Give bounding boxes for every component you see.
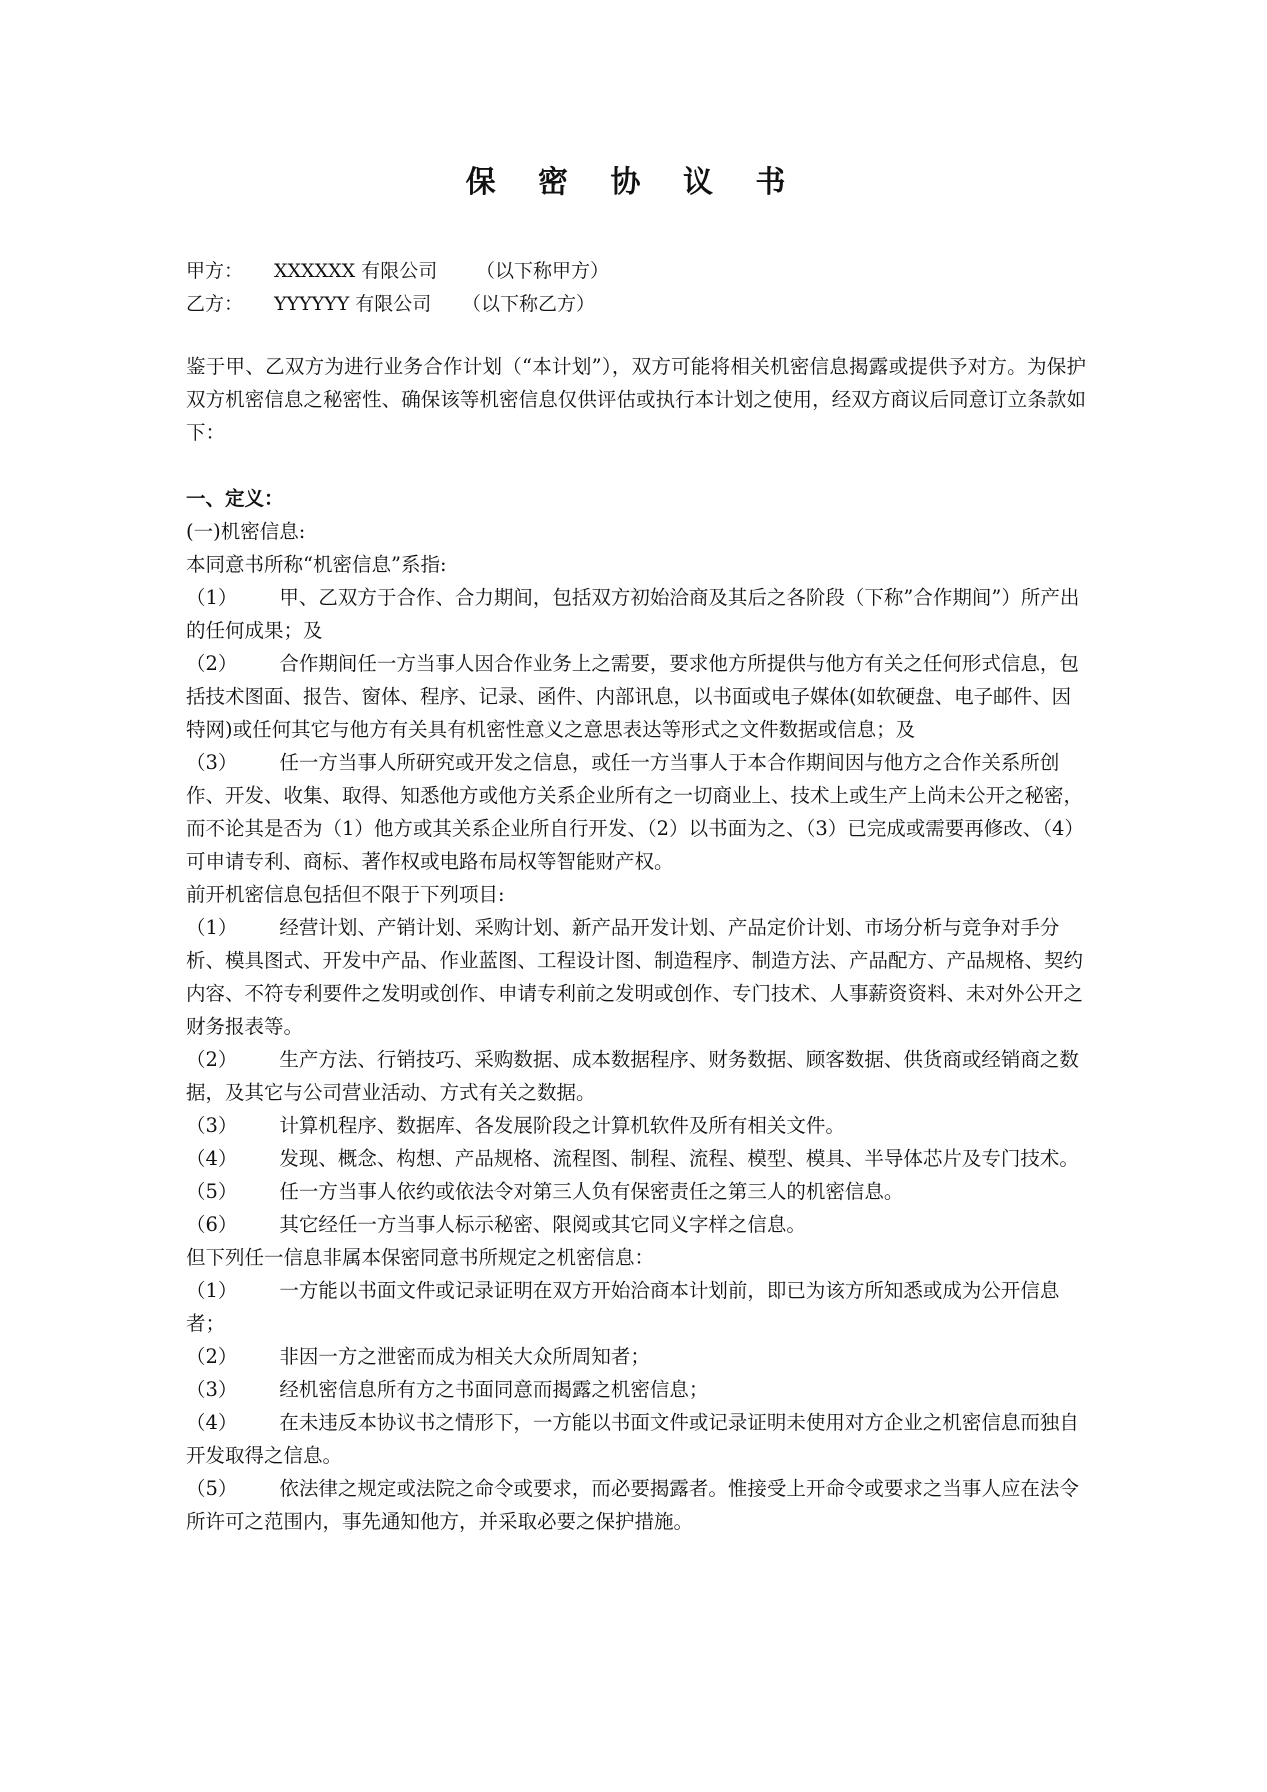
agreement-body <box>186 350 1086 1538</box>
exclusion-lead: 但下列任一信息非属本保密同意书所规定之机密信息： <box>186 1246 655 1269</box>
list-item: （2） 非因一方之泄密而成为相关大众所周知者； <box>186 1345 650 1368</box>
intro-paragraph: 鉴于甲、乙双方为进行业务合作计划（“本计划”），双方可能将相关机密信息揭露或提供予对方。为保护双方机密信息之秘密性、确保该等机密信息仅供评估或执行本计划之使用，经双方商议后同意订立条款如下： <box>186 355 1086 444</box>
list-item: （1） 一方能以书面文件或记录证明在双方开始洽商本计划前，即已为该方所知悉或成为公开信息者； <box>186 1279 1060 1335</box>
list-item: （3） 经机密信息所有方之书面同意而揭露之机密信息； <box>186 1378 709 1401</box>
page-title: 保 密 协 议 书 <box>465 165 802 200</box>
list-item: （3） 计算机程序、数据库、各发展阶段之计算机软件及所有相关文件。 <box>186 1114 845 1137</box>
party-a-note: （以下称甲方） <box>476 260 610 282</box>
sub-heading: (一)机密信息: <box>186 520 306 543</box>
list-item: （5） 任一方当事人依约或依法令对第三人负有保密责任之第三人的机密信息。 <box>186 1180 904 1203</box>
party-b-label: 乙方： <box>186 293 244 315</box>
list-lead: 前开机密信息包括但不限于下列项目: <box>186 883 505 906</box>
list-item: （2） 生产方法、行销技巧、采购数据、成本数据程序、财务数据、顾客数据、供货商或经销商之数据，及其它与公司营业活动、方式有关之数据。 <box>186 1048 1079 1104</box>
party-a-label: 甲方： <box>186 260 244 282</box>
list-item: （4） 在未违反本协议书之情形下，一方能以书面文件或记录证明未使用对方企业之机密信息而独自开发取得之信息。 <box>186 1411 1079 1467</box>
definition-lead: 本同意书所称“机密信息”系指: <box>186 553 447 576</box>
party-b-name: YYYYYY 有限公司 <box>274 293 432 315</box>
section-heading: 一、定义： <box>186 487 284 510</box>
party-a-name: XXXXXX 有限公司 <box>274 260 438 282</box>
list-item: （6） 其它经任一方当事人标示秘密、限阅或其它同义字样之信息。 <box>186 1213 806 1236</box>
party-b-note: （以下称乙方） <box>462 293 596 315</box>
list-item: （1） 经营计划、产销计划、采购计划、新产品开发计划、产品定价计划、市场分析与竞争对手分析、模具图式、开发中产品、作业蓝图、工程设计图、制造程序、制造方法、产品配方、产品规格、契约内容、不符专利要件之发明或创作、申请专利前之发明或创作、专门技术、人事薪资资料、未对外公开之财务报表等。 <box>186 916 1084 1038</box>
list-item: （3） 任一方当事人所研究或开发之信息，或任一方当事人于本合作期间因与他方之合作关系所创作、开发、收集、取得、知悉他方或他方关系企业所有之一切商业上、技术上或生产上尚未公开之秘密，而不论其是否为（1）他方或其关系企业所自行开发、（2）以书面为之、（3）已完成或需要再修改、（4）可申请专利、商标、著作权或电路布局权等智能财产权。 <box>186 751 1084 873</box>
list-item: （4） 发现、概念、构想、产品规格、流程图、制程、流程、模型、模具、半导体芯片及专门技术。 <box>186 1147 1079 1170</box>
list-item: （2） 合作期间任一方当事人因合作业务上之需要，要求他方所提供与他方有关之任何形式信息，包括技术图面、报告、窗体、程序、记录、函件、内部讯息，以书面或电子媒体(如软硬盘、电子邮件、因特网)或任何其它与他方有关具有机密性意义之意思表达等形式之文件数据或信息；及 <box>186 652 1079 741</box>
list-item: （1） 甲、乙双方于合作、合力期间，包括双方初始洽商及其后之各阶段（下称”合作期间”）所产出的任何成果；及 <box>186 586 1080 642</box>
list-item: （5） 依法律之规定或法院之命令或要求，而必要揭露者。惟接受上开命令或要求之当事人应在法令所许可之范围内，事先通知他方，并采取必要之保护措施。 <box>186 1477 1079 1533</box>
